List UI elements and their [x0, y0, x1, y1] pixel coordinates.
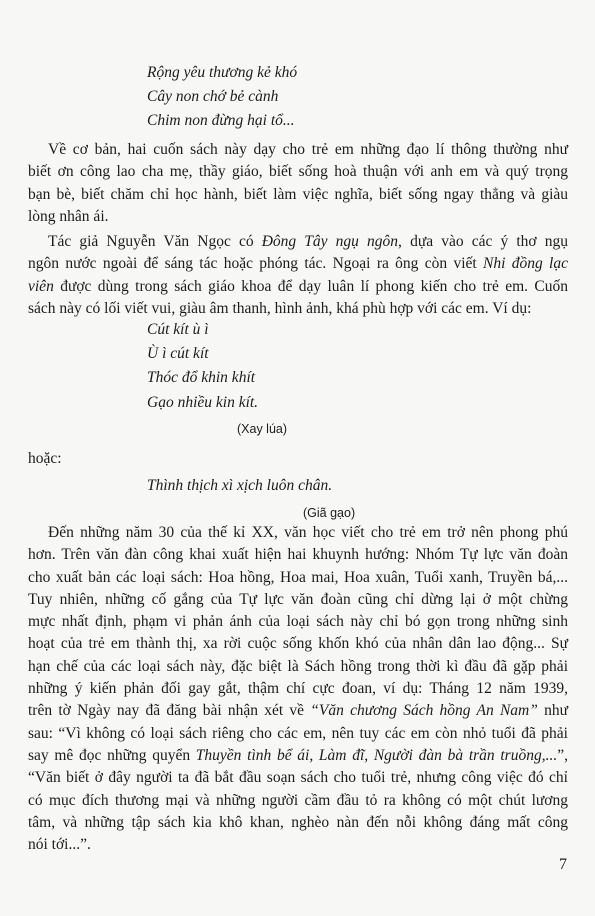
- text-line: biết ơn công lao cha mẹ, thầy giáo, biết sống hoà thuận với anh em và quý trọng: [28, 163, 568, 181]
- poem-line: Thình thịch xì xịch luôn chân.: [147, 477, 333, 494]
- text-line: những ý kiến phản đối gay gắt, thậm chí cực đoan, ví dụ: Tháng 12 năm 1939,: [28, 680, 568, 698]
- text-line: mực nhất định, phạm vi phản ánh của loại sách này chỉ bó gọn trong những sinh: [28, 613, 568, 631]
- text-line: Đến những năm 30 của thế kỉ XX, văn học viết cho trẻ em trở nên phong phú: [48, 524, 568, 541]
- poem-line: Rộng yêu thương kẻ khó: [147, 64, 298, 81]
- paragraph-1: [28, 139, 568, 228]
- text-line: có mục đích thương mại và những người cầm đầu tỏ ra không có một chút lương: [28, 791, 568, 809]
- paragraph-2: [28, 231, 568, 320]
- book-title: Nhi đồng lạc: [483, 255, 568, 273]
- text-line: cho xuất bản các loại sách: Hoa hồng, Hoa mai, Hoa xuân, Tuổi xanh, Truyền bá,...: [28, 568, 568, 586]
- text-line: ngôn nước ngoài để sáng tác hoặc phóng tác. Ngoại ra ông còn viết Nhi đồng lạc: [28, 255, 568, 273]
- poem-line: Ù ì cút kít: [147, 345, 209, 362]
- text-line: tâm, và những tập sách kia khô khan, nghèo nàn đến nỗi không đáng mất công: [28, 813, 568, 831]
- text-line: “Văn biết ở đây người ta đã bắt đầu soạn sách cho tuổi trẻ, nhưng công việc đó chỉ: [28, 769, 568, 787]
- poem-line: Cút kít ù ì: [147, 321, 209, 338]
- text-line: hạn chế của các loại sách này, đặc biệt là Sách hồng trong thời kì đầu đã gặp phải: [28, 657, 568, 675]
- text-line: hơn. Trên văn đàn công khai xuất hiện hai khuynh hướng: Nhóm Tự lực văn đoàn: [28, 546, 568, 564]
- book-title: Đông Tây ngụ ngôn,: [261, 233, 402, 250]
- text-line: sau: “Vì không có loại sách riêng cho các em, nên tuy các em còn nhỏ tuổi đã phải: [28, 724, 568, 742]
- text-line: viên được dùng trong sách giáo khoa để dạy luân lí phong kiến cho trẻ em. Cuốn: [28, 277, 568, 295]
- text-line: say mê đọc những quyển Thuyền tình bể ái, Làm đĩ, Người đàn bà trần truồng,...”,: [28, 746, 568, 764]
- text-line: sách này có lối viết vui, giàu âm thanh, hình ảnh, khá phù hợp với các em. Ví dụ:: [28, 299, 532, 317]
- poem-line: Gạo nhiều kin kít.: [147, 394, 259, 411]
- page-number: 7: [559, 856, 567, 873]
- text-line: lòng nhân ái.: [28, 207, 109, 225]
- poem-line: Chim non đừng hại tổ...: [147, 112, 295, 129]
- poem-line: Thóc đổ khin khít: [147, 369, 256, 386]
- poem-source: (Xay lúa): [237, 422, 288, 436]
- book-title: viên: [28, 277, 54, 295]
- quoted-title: “Văn chương Sách hồng An Nam”: [310, 702, 538, 720]
- poem-line: Cây non chớ bẻ cành: [147, 88, 279, 105]
- text-line: bạn bè, biết chăm chỉ học hành, biết làm việc nghĩa, biết sống ngay thẳng và giàu: [28, 185, 568, 203]
- book-titles: Thuyền tình bể ái, Làm đĩ, Người đàn bà trần truồng,...: [195, 746, 558, 764]
- text-line: Tuy nhiên, những cố gắng của Tự lực văn đoàn cũng chỉ dừng lại ở một chừng: [28, 590, 568, 608]
- poem-source: (Giã gạo): [303, 506, 356, 520]
- text-line: nói tới...”.: [28, 836, 91, 854]
- or-label: hoặc:: [28, 450, 62, 467]
- text-line: hoạt của trẻ em thành thị, xa rời cuộc sống khốn khó của nhân dân lao động... Sự: [28, 635, 568, 653]
- text-line: Tác giả Nguyễn Văn Ngọc có Đông Tây ngụ ngôn, dựa vào các ý thơ ngụ: [48, 233, 568, 250]
- text-line: Về cơ bản, hai cuốn sách này dạy cho trẻ em những đạo lí thông thường như: [48, 141, 568, 158]
- text-line: trên tờ Ngày nay đã đăng bài nhận xét về “Văn chương Sách hồng An Nam” như: [28, 702, 568, 720]
- paragraph-3: [28, 522, 568, 856]
